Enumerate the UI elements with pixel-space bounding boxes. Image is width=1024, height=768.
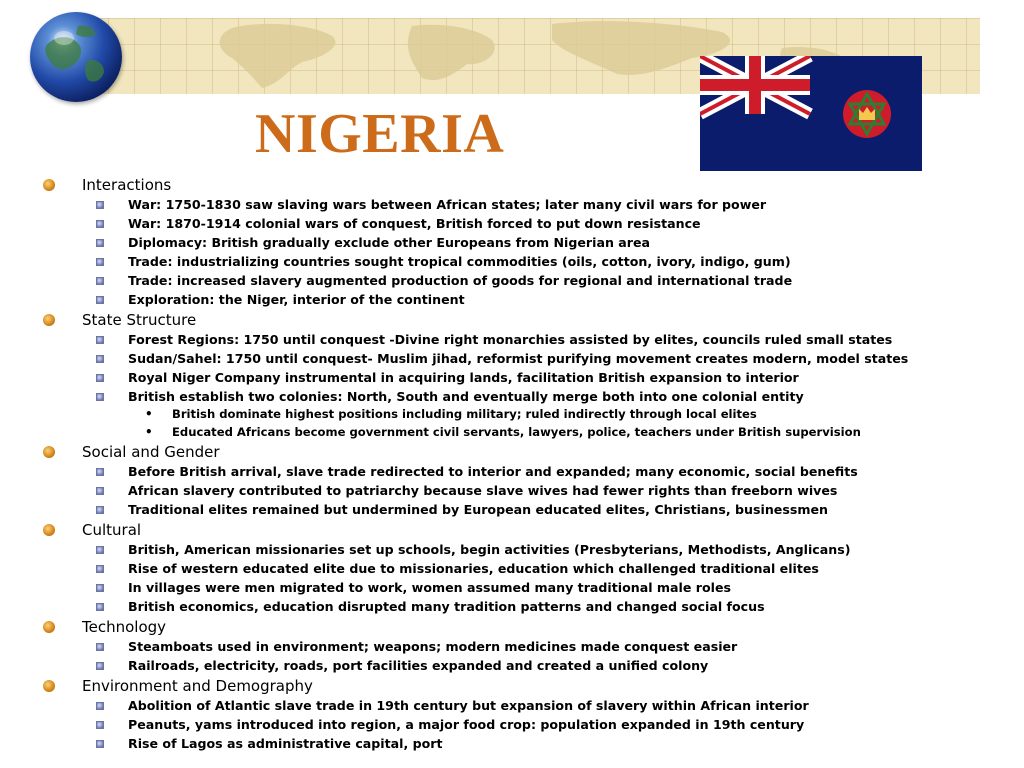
- orange-bullet-icon: [43, 524, 55, 536]
- section-heading: [0, 175, 1024, 195]
- list-item-text: Sudan/Sahel: 1750 until conquest- Muslim jihad, reformist purifying movement creates modern, model states: [128, 351, 909, 366]
- list-item: [0, 715, 1024, 734]
- section: [0, 175, 1024, 309]
- list-item-text: British economics, education disrupted many tradition patterns and changed social focus: [128, 599, 765, 614]
- list-item: [0, 368, 1024, 387]
- list-item: [0, 481, 1024, 500]
- sub-list-item-text: British dominate highest positions including military; ruled indirectly through local elites: [172, 407, 757, 421]
- square-bullet-icon: [96, 239, 104, 247]
- square-bullet-icon: [96, 201, 104, 209]
- section-heading-text: State Structure: [82, 311, 197, 329]
- list-item-text: Royal Niger Company instrumental in acquiring lands, facilitation British expansion to interior: [128, 370, 799, 385]
- list-item-text: Railroads, electricity, roads, port facilities expanded and created a unified colony: [128, 658, 709, 673]
- list-item: [0, 387, 1024, 406]
- section: [0, 310, 1024, 441]
- list-item: [0, 696, 1024, 715]
- dot-bullet-icon: •: [145, 407, 153, 421]
- list-item: [0, 559, 1024, 578]
- section: [0, 676, 1024, 753]
- list-item: [0, 656, 1024, 675]
- square-bullet-icon: [96, 740, 104, 748]
- section-heading-text: Environment and Demography: [82, 677, 313, 695]
- sub-list-item: [0, 406, 1024, 424]
- square-bullet-icon: [96, 277, 104, 285]
- list-item: [0, 195, 1024, 214]
- globe-icon: [30, 12, 122, 102]
- list-item: [0, 462, 1024, 481]
- list-item-text: Diplomacy: British gradually exclude other Europeans from Nigerian area: [128, 235, 651, 250]
- list-item-text: Trade: increased slavery augmented production of goods for regional and international trade: [128, 273, 793, 288]
- slide-body: [0, 174, 1024, 753]
- square-bullet-icon: [96, 374, 104, 382]
- square-bullet-icon: [96, 603, 104, 611]
- section-heading: [0, 520, 1024, 540]
- orange-bullet-icon: [43, 621, 55, 633]
- square-bullet-icon: [96, 220, 104, 228]
- list-item-text: Steamboats used in environment; weapons; modern medicines made conquest easier: [128, 639, 738, 654]
- section: [0, 442, 1024, 519]
- list-item: [0, 540, 1024, 559]
- list-item-text: Forest Regions: 1750 until conquest -Divine right monarchies assisted by elites, councils ruled small states: [128, 332, 893, 347]
- square-bullet-icon: [96, 336, 104, 344]
- square-bullet-icon: [96, 506, 104, 514]
- square-bullet-icon: [96, 355, 104, 363]
- orange-bullet-icon: [43, 680, 55, 692]
- list-item-text: Peanuts, yams introduced into region, a major food crop: population expanded in 19th century: [128, 717, 805, 732]
- square-bullet-icon: [96, 565, 104, 573]
- list-item: [0, 252, 1024, 271]
- list-item-text: British, American missionaries set up schools, begin activities (Presbyterians, Methodists, Anglicans): [128, 542, 851, 557]
- square-bullet-icon: [96, 468, 104, 476]
- square-bullet-icon: [96, 393, 104, 401]
- section-heading: [0, 617, 1024, 637]
- slide-title: NIGERIA: [255, 103, 505, 165]
- list-item: [0, 734, 1024, 753]
- section-heading: [0, 310, 1024, 330]
- list-item-text: Rise of western educated elite due to missionaries, education which challenged traditional elites: [128, 561, 819, 576]
- list-item: [0, 597, 1024, 616]
- section: [0, 617, 1024, 675]
- section-heading-text: Cultural: [82, 521, 142, 539]
- list-item: [0, 637, 1024, 656]
- section-heading-text: Social and Gender: [82, 443, 220, 461]
- square-bullet-icon: [96, 584, 104, 592]
- section-heading: [0, 676, 1024, 696]
- list-item-text: Before British arrival, slave trade redirected to interior and expanded; many economic, social benefits: [128, 464, 858, 479]
- list-item: [0, 578, 1024, 597]
- list-item: [0, 233, 1024, 252]
- square-bullet-icon: [96, 546, 104, 554]
- list-item: [0, 349, 1024, 368]
- sub-list-item-text: Educated Africans become government civil servants, lawyers, police, teachers under British supervision: [172, 424, 861, 439]
- list-item: [0, 214, 1024, 233]
- sub-list-item: [0, 424, 1024, 442]
- list-item: [0, 271, 1024, 290]
- list-item-text: Exploration: the Niger, interior of the continent: [128, 292, 465, 307]
- list-item-text: War: 1750-1830 saw slaving wars between African states; later many civil wars for power: [128, 197, 767, 212]
- square-bullet-icon: [96, 702, 104, 710]
- square-bullet-icon: [96, 662, 104, 670]
- list-item-text: Rise of Lagos as administrative capital, port: [128, 736, 443, 751]
- square-bullet-icon: [96, 258, 104, 266]
- colonial-nigeria-flag: [700, 56, 922, 171]
- list-item-text: Abolition of Atlantic slave trade in 19th century but expansion of slavery within African interior: [128, 698, 809, 713]
- section-heading-text: Technology: [82, 618, 167, 636]
- list-item-text: Traditional elites remained but undermined by European educated elites, Christians, businessmen: [128, 502, 828, 517]
- section-heading-text: Interactions: [82, 176, 172, 194]
- list-item-text: In villages were men migrated to work, women assumed many traditional male roles: [128, 580, 731, 595]
- square-bullet-icon: [96, 296, 104, 304]
- list-item: [0, 330, 1024, 349]
- list-item-text: Trade: industrializing countries sought tropical commodities (oils, cotton, ivory, indigo, gum): [128, 254, 791, 269]
- flag-icon: [700, 56, 922, 171]
- list-item-text: British establish two colonies: North, South and eventually merge both into one colonial entity: [128, 389, 804, 404]
- orange-bullet-icon: [43, 446, 55, 458]
- square-bullet-icon: [96, 721, 104, 729]
- list-item: [0, 290, 1024, 309]
- list-item-text: War: 1870-1914 colonial wars of conquest, British forced to put down resistance: [128, 216, 701, 231]
- square-bullet-icon: [96, 643, 104, 651]
- section-heading: [0, 442, 1024, 462]
- list-item: [0, 500, 1024, 519]
- section: [0, 520, 1024, 616]
- dot-bullet-icon: •: [145, 424, 153, 439]
- square-bullet-icon: [96, 487, 104, 495]
- list-item-text: African slavery contributed to patriarchy because slave wives had fewer rights than freeborn wives: [128, 483, 838, 498]
- orange-bullet-icon: [43, 314, 55, 326]
- orange-bullet-icon: [43, 179, 55, 191]
